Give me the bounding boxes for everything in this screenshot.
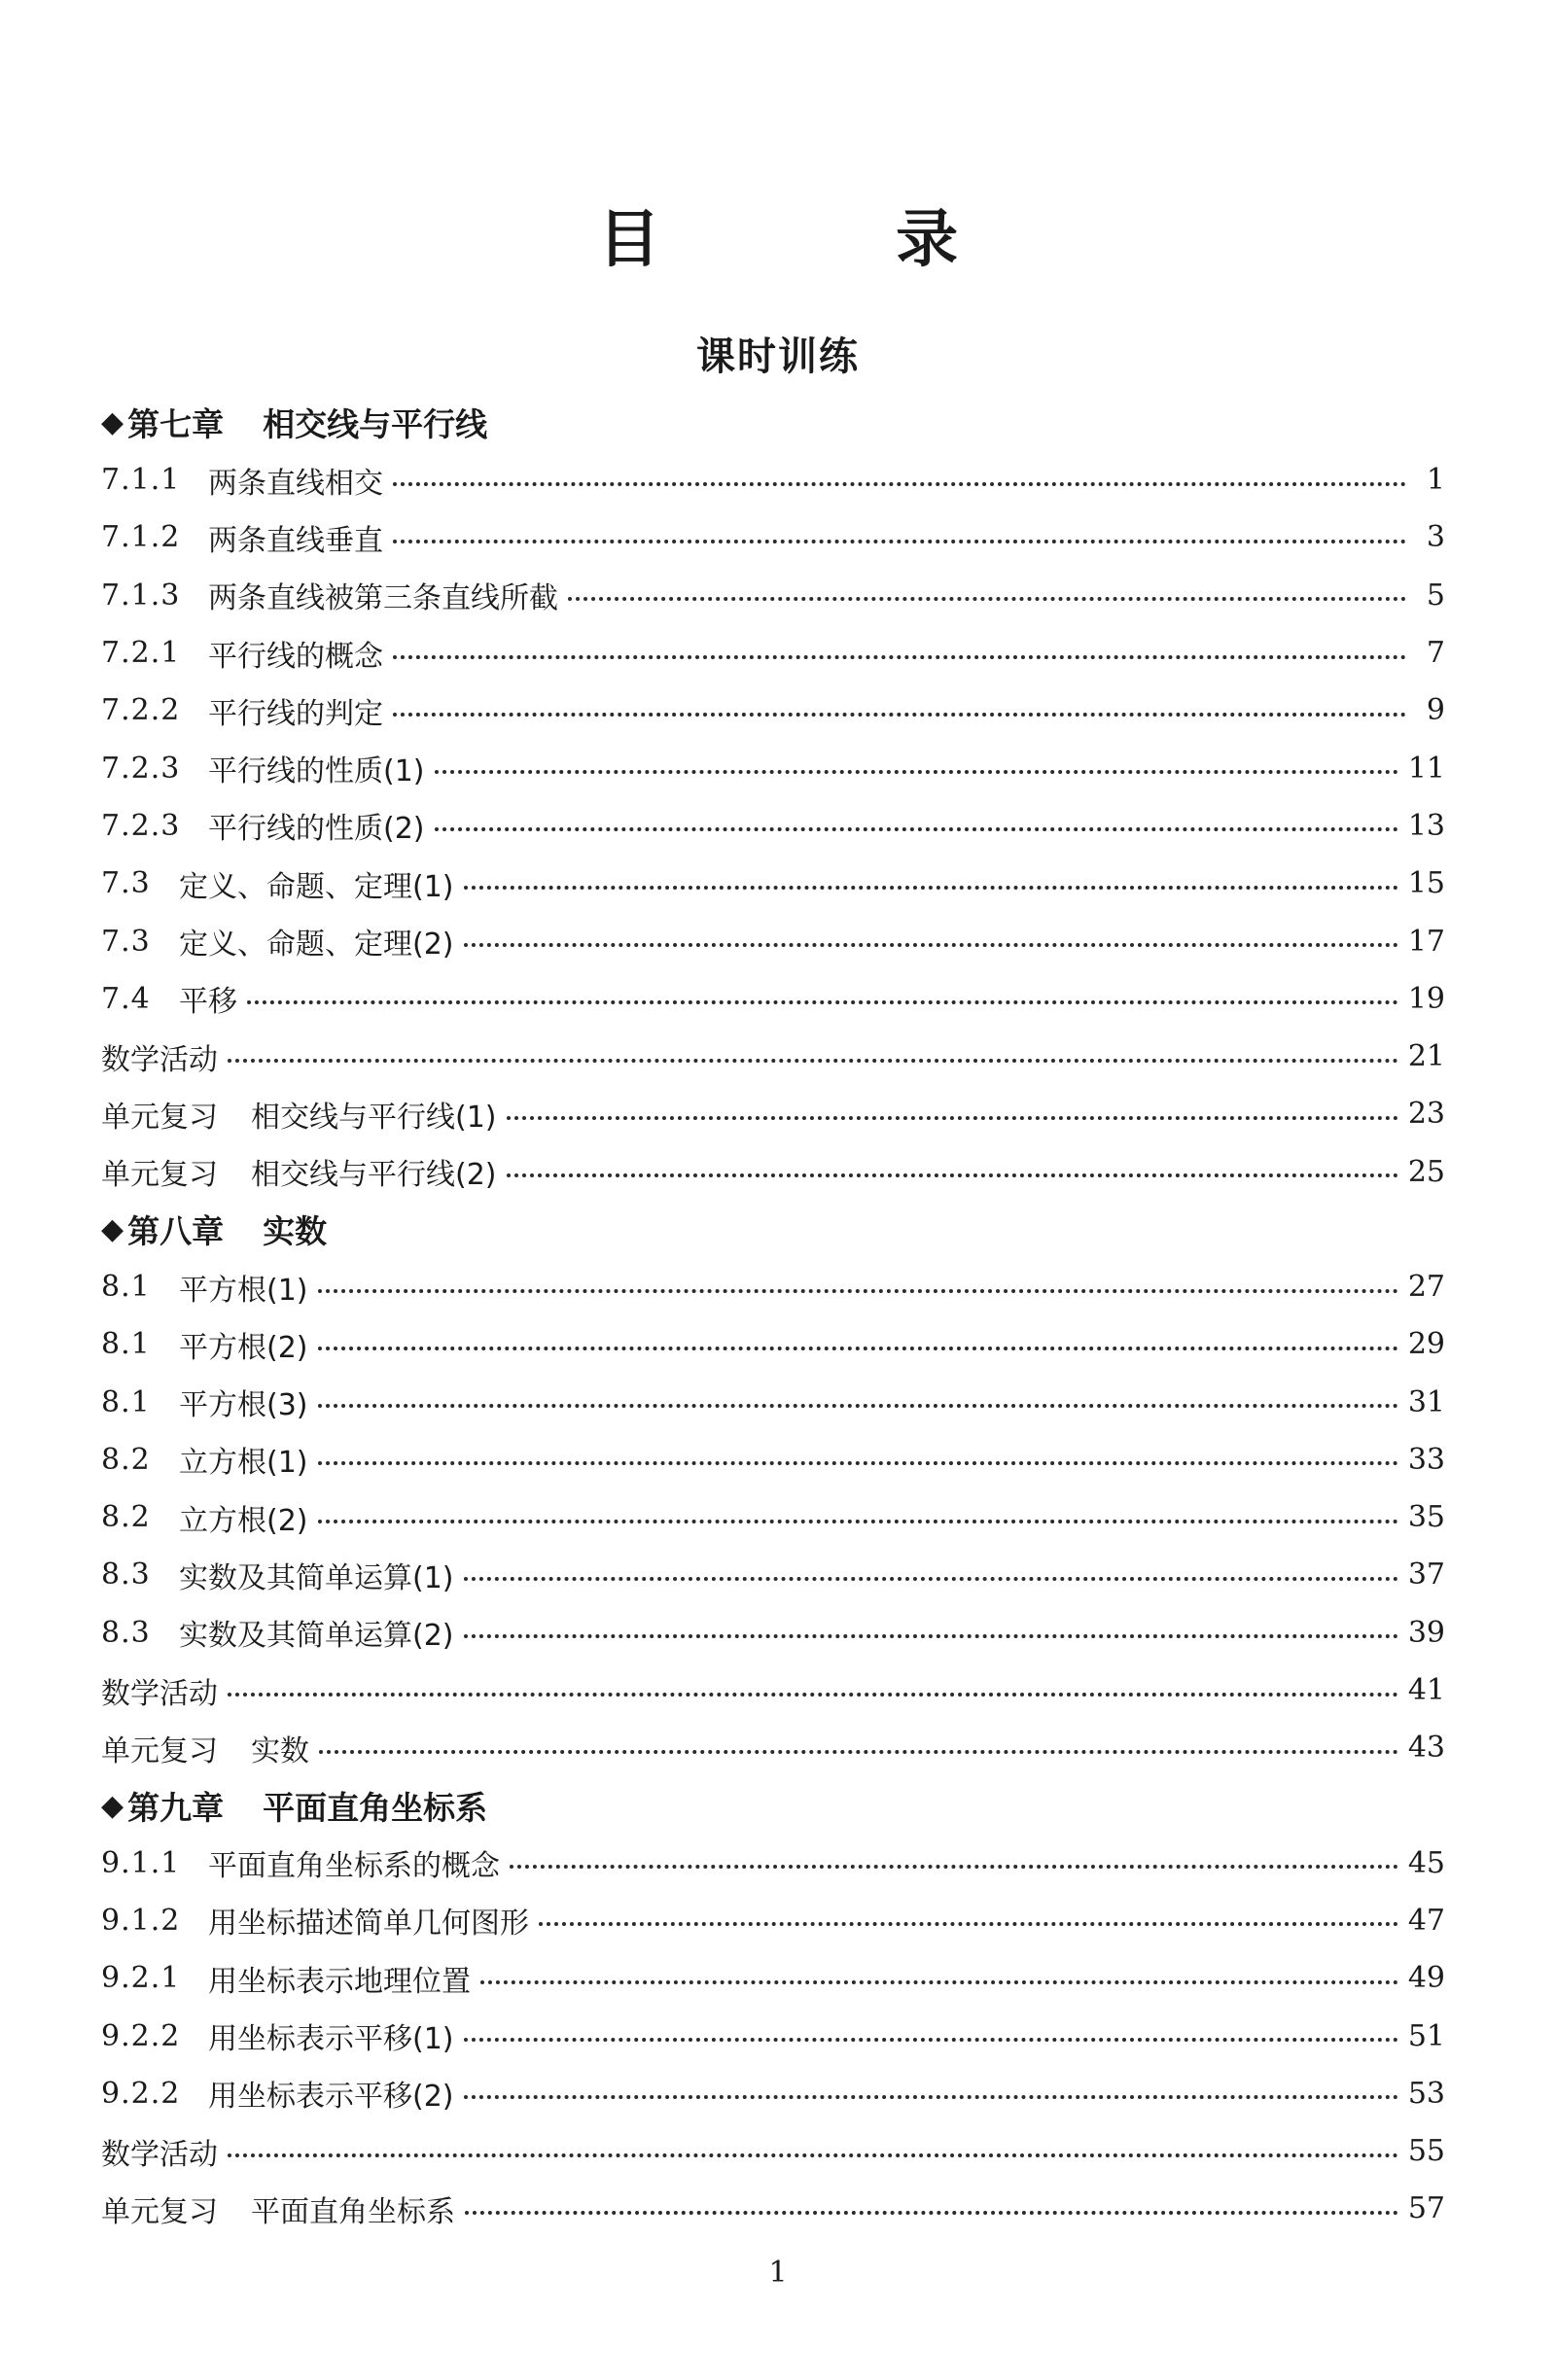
- entry-title: 用坐标描述简单几何图形: [208, 1907, 529, 1942]
- page-number: 15: [1407, 866, 1445, 901]
- entry-title: 平方根(3): [179, 1388, 308, 1423]
- toc-entry[interactable]: [101, 1028, 1445, 1085]
- toc-entry[interactable]: [101, 567, 1445, 624]
- toc-entry[interactable]: [101, 797, 1445, 855]
- page-number: 19: [1407, 981, 1445, 1016]
- page-number: 45: [1407, 1845, 1445, 1880]
- section-number: 9.2.2: [101, 2018, 181, 2053]
- chapter-number: 第八章: [127, 1211, 225, 1250]
- entry-title: 两条直线被第三条直线所截: [208, 581, 558, 616]
- entry-title: 立方根(2): [179, 1503, 308, 1538]
- dot-leader: [568, 593, 1406, 601]
- page-number: 11: [1407, 751, 1445, 786]
- page-number: 25: [1407, 1154, 1445, 1189]
- dot-leader: [539, 1918, 1398, 1926]
- section-number: 8.1: [101, 1327, 151, 1362]
- section-number: 9.1.1: [101, 1845, 181, 1880]
- chapter-name: 实数: [263, 1211, 328, 1250]
- dot-leader: [465, 2207, 1398, 2215]
- toc-entry[interactable]: [101, 1258, 1445, 1315]
- page-number: 47: [1407, 1903, 1445, 1938]
- dot-leader: [228, 2150, 1398, 2157]
- dot-leader: [247, 997, 1398, 1004]
- section-number: 9.1.2: [101, 1903, 181, 1938]
- toc-entry[interactable]: [101, 2180, 1445, 2237]
- section-number: 8.1: [101, 1270, 151, 1304]
- dot-leader: [318, 1516, 1398, 1523]
- page-number: 53: [1407, 2076, 1445, 2111]
- entry-title: 用坐标表示地理位置: [208, 1964, 471, 1999]
- entry-title: 平方根(1): [179, 1273, 308, 1308]
- entry-title: 两条直线垂直: [208, 523, 383, 558]
- toc-entry[interactable]: [101, 2065, 1445, 2122]
- entry-prefix: 单元复习: [101, 1100, 218, 1135]
- page-number: 35: [1407, 1500, 1445, 1535]
- page-number: 43: [1407, 1731, 1445, 1766]
- dot-leader: [435, 766, 1398, 774]
- entry-title: 实数及其简单运算(2): [179, 1619, 454, 1654]
- page-number: 57: [1407, 2191, 1445, 2226]
- section-number: 7.3: [101, 924, 151, 959]
- dot-leader: [464, 2091, 1398, 2099]
- entry-title: 平行线的性质(2): [208, 812, 425, 847]
- chapter-number: 第七章: [127, 405, 225, 443]
- page-number: 29: [1407, 1327, 1445, 1362]
- dot-leader: [228, 1055, 1398, 1063]
- dot-leader: [318, 1343, 1398, 1350]
- toc-entry[interactable]: [101, 2007, 1445, 2064]
- page-title: 目 录: [597, 204, 1066, 276]
- entry-title: 平行线的判定: [208, 696, 383, 731]
- footer-page-number: 1: [768, 2256, 788, 2290]
- dot-leader: [319, 1746, 1398, 1754]
- entry-title: 定义、命题、定理(1): [179, 869, 454, 904]
- chapter-heading[interactable]: [101, 1777, 1445, 1835]
- section-number: 7.1.3: [101, 578, 181, 612]
- chapter-heading[interactable]: [101, 394, 1445, 451]
- entry-title: 数学活动: [101, 1042, 218, 1077]
- section-title: 课时训练: [696, 334, 860, 379]
- section-number: 7.4: [101, 981, 151, 1016]
- section-number: 7.2.2: [101, 693, 181, 728]
- entry-title: 用坐标表示平移(1): [208, 2022, 454, 2057]
- dot-leader: [507, 1112, 1398, 1120]
- entry-title: 定义、命题、定理(2): [179, 928, 454, 962]
- toc-entry[interactable]: [101, 624, 1445, 682]
- section-number: 7.2.3: [101, 751, 181, 786]
- toc-entry[interactable]: [101, 1315, 1445, 1373]
- entry-title: 实数: [251, 1733, 309, 1768]
- page-number: 55: [1407, 2134, 1445, 2169]
- page-number: 27: [1407, 1270, 1445, 1304]
- page-number: 23: [1407, 1097, 1445, 1132]
- section-number: 8.2: [101, 1500, 151, 1535]
- dot-leader: [318, 1285, 1398, 1293]
- section-number: 9.2.1: [101, 1961, 181, 1996]
- toc-entry[interactable]: [101, 508, 1445, 566]
- dot-leader: [507, 1170, 1398, 1177]
- entry-title: 数学活动: [101, 2137, 218, 2172]
- toc-entry[interactable]: [101, 1143, 1445, 1201]
- entry-title: 平方根(2): [179, 1330, 308, 1365]
- entry-title: 平行线的性质(1): [208, 754, 425, 789]
- section-number: 8.3: [101, 1615, 151, 1650]
- dot-leader: [393, 709, 1406, 717]
- dot-leader: [464, 1630, 1398, 1638]
- section-number: 7.1.1: [101, 463, 181, 498]
- dot-leader: [393, 651, 1406, 659]
- toc-entry[interactable]: [101, 682, 1445, 739]
- dot-leader: [464, 1573, 1398, 1581]
- section-number: 7.3: [101, 866, 151, 901]
- entry-title: 相交线与平行线(2): [251, 1158, 497, 1193]
- toc-entry[interactable]: [101, 912, 1445, 969]
- section-number: 7.2.1: [101, 636, 181, 671]
- toc-entry[interactable]: [101, 1949, 1445, 2007]
- entry-prefix: 单元复习: [101, 1158, 218, 1193]
- page-number: 21: [1407, 1039, 1445, 1074]
- section-number: 7.2.3: [101, 808, 181, 843]
- dot-leader: [464, 882, 1398, 890]
- toc-entry[interactable]: [101, 1431, 1445, 1488]
- toc-entry[interactable]: [101, 451, 1445, 508]
- section-number: 8.1: [101, 1384, 151, 1419]
- page-number: 7: [1426, 636, 1445, 671]
- toc-entry[interactable]: [101, 1085, 1445, 1142]
- chapter-heading[interactable]: [101, 1201, 1445, 1258]
- entry-title: 平行线的概念: [208, 639, 383, 674]
- entry-title: 数学活动: [101, 1676, 218, 1711]
- entry-title: 平面直角坐标系的概念: [208, 1849, 500, 1884]
- entry-prefix: 单元复习: [101, 2194, 218, 2229]
- chapter-name: 相交线与平行线: [263, 405, 488, 443]
- dot-leader: [228, 1689, 1398, 1697]
- entry-title: 实数及其简单运算(1): [179, 1560, 454, 1595]
- page-number: 3: [1426, 520, 1445, 555]
- section-number: 8.2: [101, 1442, 151, 1477]
- diamond-icon: ◆: [101, 1211, 124, 1246]
- dot-leader: [464, 2034, 1398, 2042]
- page-number: 1: [1426, 463, 1445, 498]
- toc-entry[interactable]: [101, 1546, 1445, 1603]
- dot-leader: [393, 478, 1406, 486]
- toc-entry[interactable]: [101, 970, 1445, 1028]
- page-number: 13: [1407, 808, 1445, 843]
- entry-title: 平移: [179, 985, 237, 1020]
- dot-leader: [318, 1457, 1398, 1465]
- toc-entry[interactable]: [101, 1719, 1445, 1776]
- toc-entry[interactable]: [101, 2122, 1445, 2180]
- entry-title: 平面直角坐标系: [251, 2194, 455, 2229]
- entry-title: 两条直线相交: [208, 466, 383, 501]
- diamond-icon: ◆: [101, 405, 124, 439]
- table-of-contents: [101, 394, 1445, 2238]
- toc-entry[interactable]: [101, 739, 1445, 796]
- section-number: 9.2.2: [101, 2076, 181, 2111]
- toc-entry[interactable]: [101, 1892, 1445, 1949]
- section-number: 8.3: [101, 1558, 151, 1592]
- dot-leader: [435, 823, 1398, 831]
- page-number: 5: [1426, 578, 1445, 612]
- entry-title: 相交线与平行线(1): [251, 1100, 497, 1135]
- entry-title: 立方根(1): [179, 1446, 308, 1481]
- page-number: 17: [1407, 924, 1445, 959]
- toc-entry[interactable]: [101, 1488, 1445, 1546]
- dot-leader: [510, 1861, 1398, 1869]
- dot-leader: [480, 1977, 1398, 1984]
- page-number: 49: [1407, 1961, 1445, 1996]
- page-number: 51: [1407, 2018, 1445, 2053]
- dot-leader: [464, 939, 1398, 947]
- section-number: 7.1.2: [101, 520, 181, 555]
- chapter-name: 平面直角坐标系: [263, 1788, 488, 1827]
- toc-entry[interactable]: [101, 855, 1445, 912]
- page-number: 31: [1407, 1384, 1445, 1419]
- chapter-number: 第九章: [127, 1788, 225, 1827]
- toc-entry[interactable]: [101, 1662, 1445, 1719]
- page-number: 39: [1407, 1615, 1445, 1650]
- toc-entry[interactable]: [101, 1604, 1445, 1662]
- page-number: 37: [1407, 1558, 1445, 1592]
- dot-leader: [318, 1400, 1398, 1408]
- diamond-icon: ◆: [101, 1788, 124, 1823]
- entry-title: 用坐标表示平移(2): [208, 2080, 454, 2115]
- dot-leader: [393, 536, 1406, 543]
- toc-entry[interactable]: [101, 1835, 1445, 1892]
- entry-prefix: 单元复习: [101, 1733, 218, 1768]
- page-number: 41: [1407, 1673, 1445, 1708]
- toc-entry[interactable]: [101, 1373, 1445, 1430]
- page-number: 33: [1407, 1442, 1445, 1477]
- page-number: 9: [1426, 693, 1445, 728]
